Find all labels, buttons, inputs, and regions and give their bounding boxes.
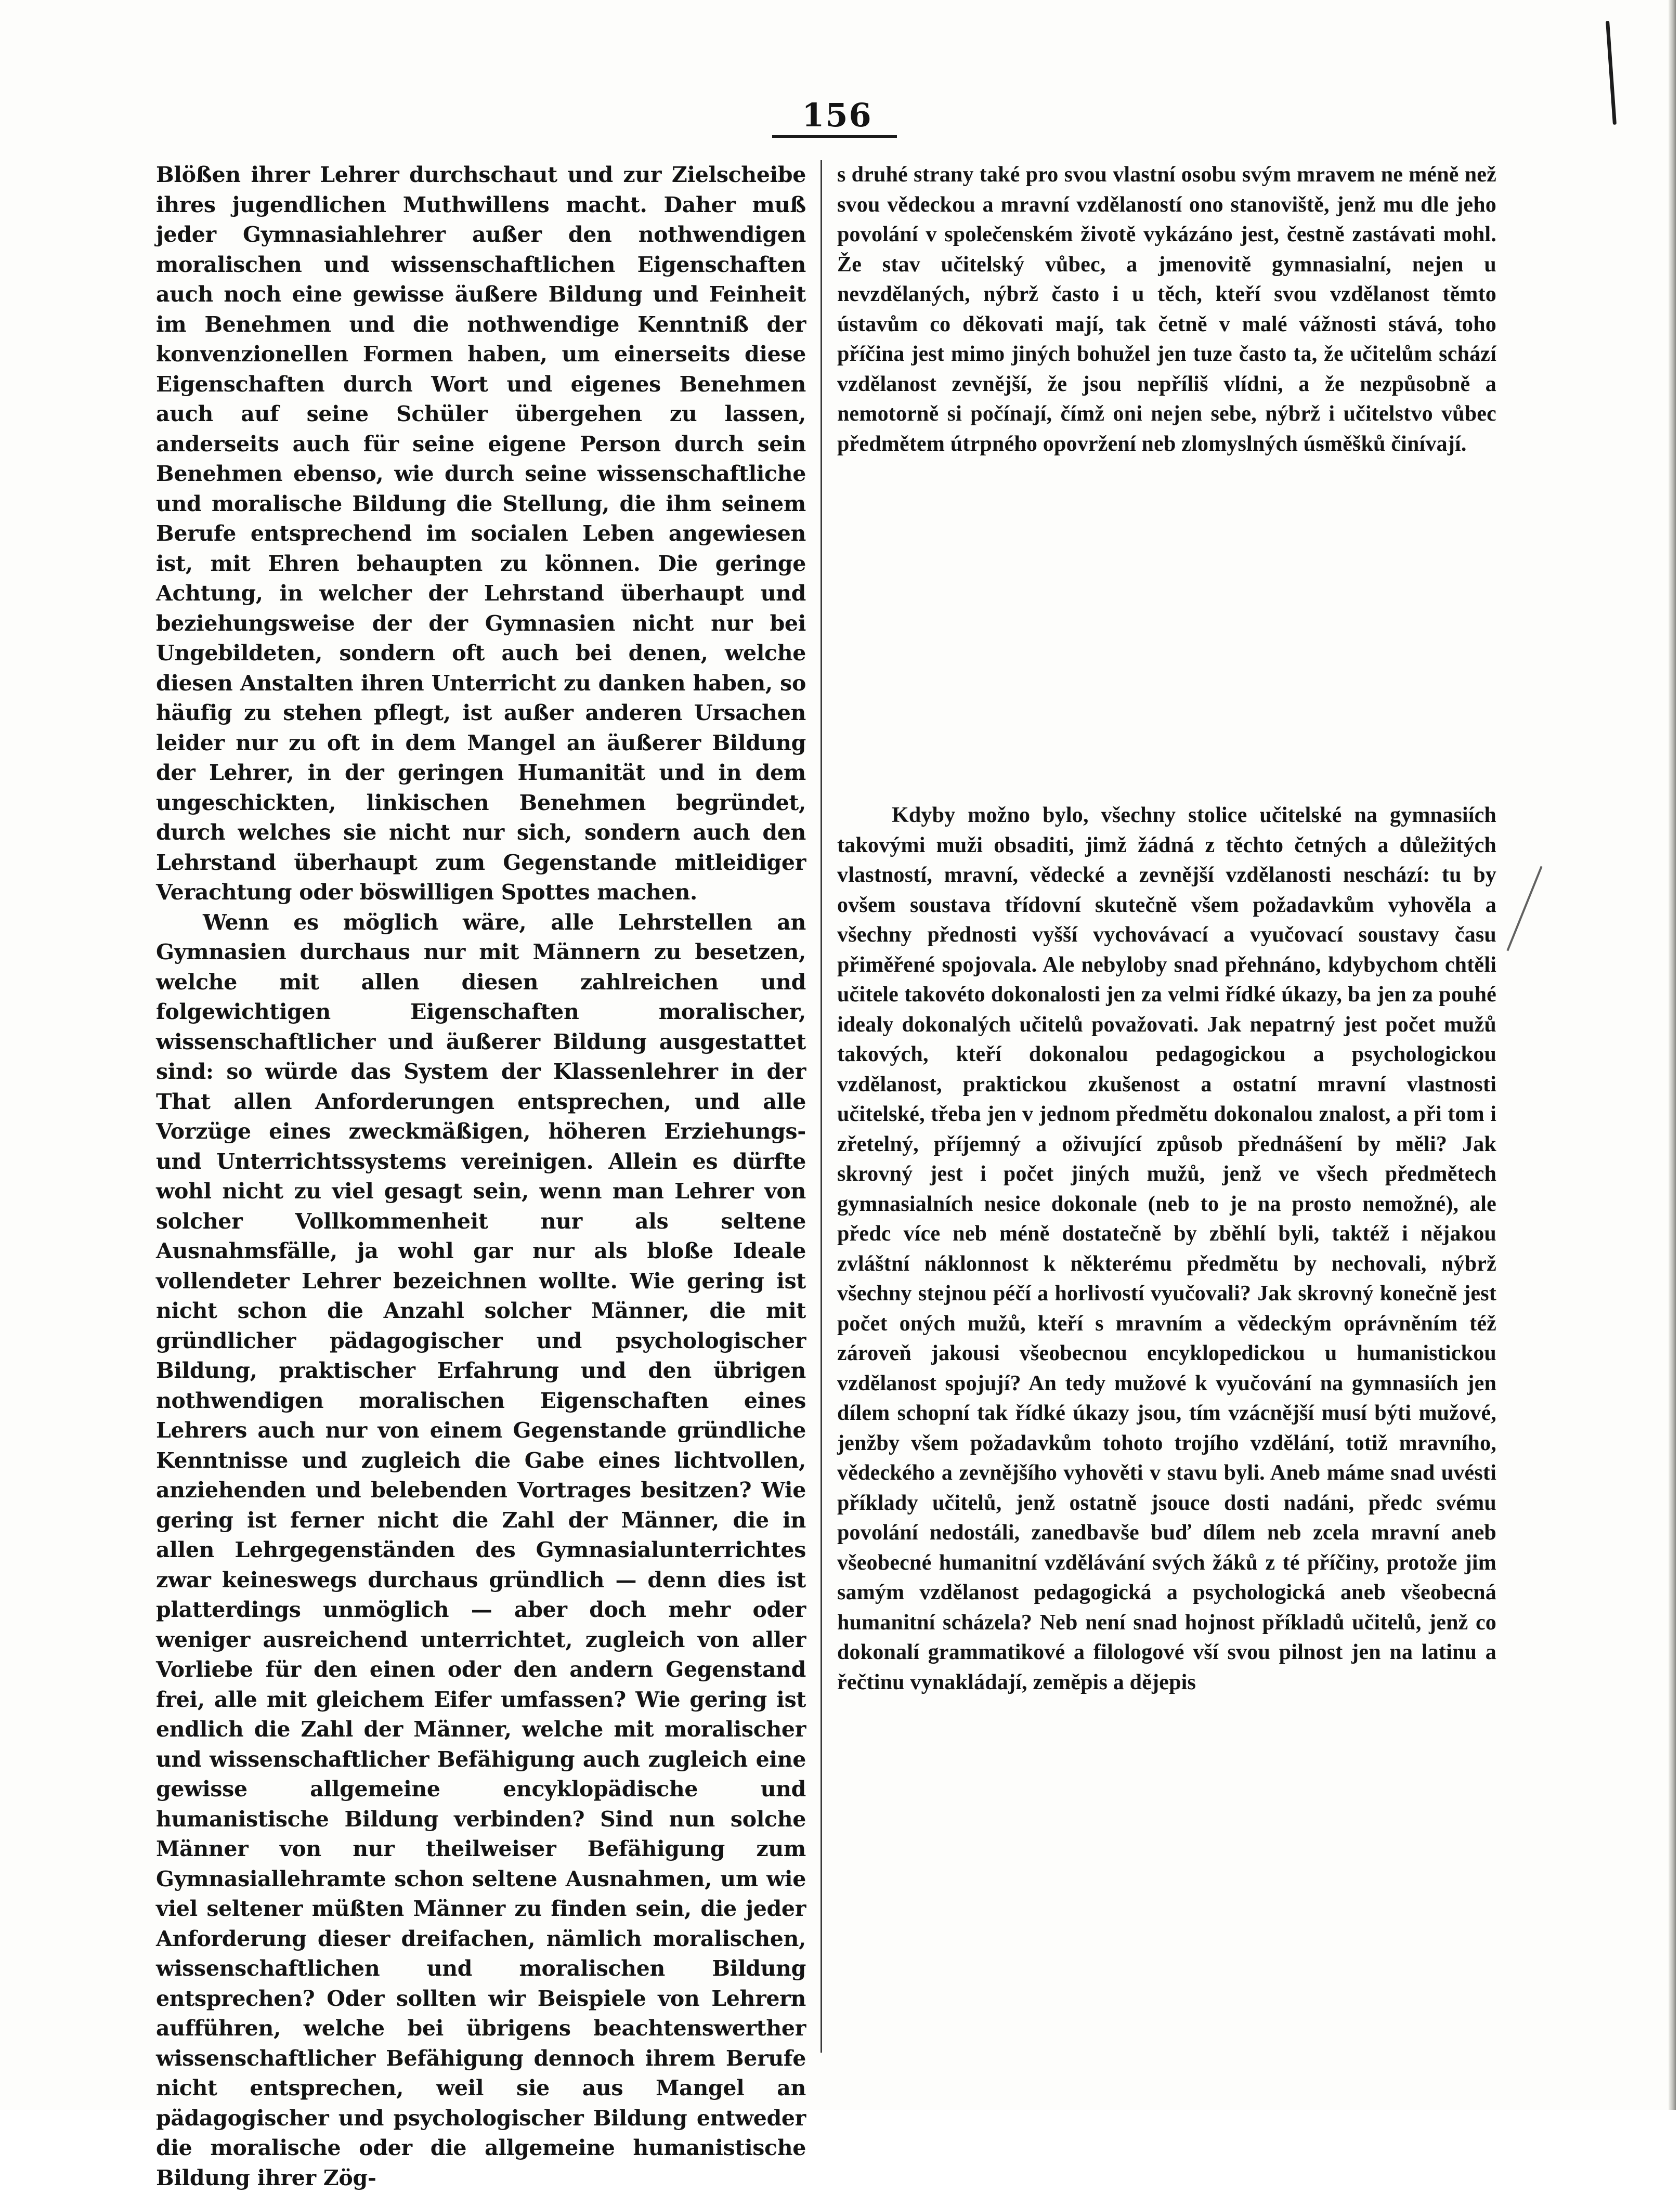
right-paragraph-1: s druhé strany také pro svou vlastní osobu svým mravem ne méně než svou vědeckou a mravní vzdělaností ono stanoviště, jenž mu dle jeho povolání v společenském životě vykázáno jest, čestně zastávati mohl. Že stav učitelský vůbec, a jmenovitě gymnasialní, nejen u nevzdělaných, nýbrž často i u těch, kteří svou vzdělanost těmto ústavům co děkovati mají, tak četně v malé vážnosti stává, toho příčina jest mimo jiných bohužel jen tuze často ta, že učitelům schází vzdělanost zevnější, že jsou nepříliš vlídni, a že nezpůsobně a nemotorně si počínají, čímž oni nejen sebe, nýbrž i učitelstvo vůbec předmětem útrpného opovržení neb zlomyslných úsměšků činívají. xyxy=(837,160,1496,459)
right-paragraph-2: Kdyby možno bylo, všechny stolice učitelské na gymnasiích takovými muži obsaditi, jimž žádná z těchto četných a důležitých vlastností, mravní, vědecké a zevnější vzdělanosti neschází: tu by ovšem soustava třídovní skutečně všem požadavkům vyhověla a všechny přednosti vyšší vychovávací a vyučovací soustavy času přiměřené spojovala. Ale nebyloby snad přehnáno, kdybychom chtěli učitele takovéto dokonalosti jen za velmi řídké úkazy, ba jen za pouhé idealy dokonalých učitelů považovati. Jak nepatrný jest počet mužů takových, kteří dokonalou pedagogickou a psychologickou vzdělanost, praktickou zkušenost a ostatní mravní vlastnosti učitelské, třeba jen v jednom předmětu dokonalou znalost, a při tom i zřetelný, příjemný a oživující způsob přednášení by měli? Jak skrovný jest i počet jiných mužů, jenž ve všech předmětech gymnasialních nesice dokonale (neb to je na prosto nemožné), ale předc více neb méně dostatečně by zběhlí byli, taktéž i nějakou zvláštní náklonnost k některému předmětu by nechovali, nýbrž všechny stejnou péčí a horlivostí vyučovali? Jak skrovný konečně jest počet oných mužů, kteří s mravním a vědeckým oprávněním též zároveň jakousi všeobecnou encyklopedickou u humanistickou vzdělanost spojují? An tedy mužové k vyučování na gymnasiích jen dílem schopní tak řídké úkazy jsou, tím vzácnější musí býti mužové, jenžby všem požadavkům tohoto trojího vzdělání, totiž mravního, vědeckého a zevnějšího vyhověti v stavu byli. Aneb máme snad uvésti příklady učitelů, jenž ostatně jsouce dosti nadáni, předc svému povolání nedostáli, zanedbavše buď dílem neb zcela mravní aneb všeobecné humanitní vzdělávání svých žáků z té příčiny, protože jim samým vzdělanost pedagogická a psychologická aneb všeobecná humanitní scházela? Neb není snad hojnost příkladů učitelů, jenž co dokonalí grammatikové a filologové vší svou pilnost jen na latinu a řečtinu vynakládají, zeměpis a dějepis xyxy=(837,801,1496,1698)
page-number-rule xyxy=(772,135,897,138)
column-divider xyxy=(821,160,822,2053)
page-number: 156 xyxy=(770,96,905,134)
left-paragraph-2: Wenn es möglich wäre, alle Lehrstellen an Gymnasien durchaus nur mit Männern zu besetzen, welche mit allen diesen zahlreichen und folgewichtigen Eigenschaften moralischer, wissenschaftlicher und äußerer Bildung ausgestattet sind: so würde das System der Klassenlehrer in der That allen Anforderungen entsprechen, und alle Vorzüge eines zweckmäßigen, höheren Erziehungs- und Unterrichtssystems vereinigen. Allein es dürfte wohl nicht zu viel gesagt sein, wenn man Lehrer von solcher Vollkommenheit nur als seltene Ausnahmsfälle, ja wohl gar nur als bloße Ideale vollendeter Lehrer bezeichnen wollte. Wie gering ist nicht schon die Anzahl solcher Männer, die mit gründlicher pädagogischer und psychologischer Bildung, praktischer Erfahrung und den übrigen nothwendigen moralischen Eigenschaften eines Lehrers auch nur von einem Gegenstande gründliche Kenntnisse und zugleich die Gabe eines lichtvollen, anziehenden und belebenden Vortrages besitzen? Wie gering ist ferner nicht die Zahl der Männer, die in allen Lehrgegenständen des Gymnasialunterrichtes zwar keineswegs durchaus gründlich — denn dies ist platterdings unmöglich — aber doch mehr oder weniger ausreichend unterrichtet, zugleich von aller Vorliebe für den einen oder den andern Gegenstand frei, alle mit gleichem Eifer umfassen? Wie gering ist endlich die Zahl der Männer, welche mit moralischer und wissenschaftlicher Befähigung auch zugleich eine gewisse allgemeine encyklopädische und humanistische Bildung verbinden? Sind nun solche Männer von nur theilweiser Befähigung zum Gymnasiallehramte schon seltene Ausnahmen, um wie viel seltener müßten Männer zu finden sein, die jeder Anforderung dieser dreifachen, nämlich moralischen, wissenschaftlichen und moralischen Bildung entsprechen? Oder sollten wir Beispiele von Lehrern aufführen, welche bei übrigens beachtenswerther wissenschaftlicher Befähigung dennoch ihrem Berufe nicht entsprechen, weil sie aus Mangel an pädagogischer und psychologischer Bildung entweder die moralische oder die allgemeine humanistische Bildung ihrer Zög- xyxy=(156,908,806,2193)
left-paragraph-1: Blößen ihrer Lehrer durchschaut und zur Zielscheibe ihres jugendlichen Muthwillens macht. Daher muß jeder Gymnasiahlehrer außer den nothwendigen moralischen und wissenschaftlichen Eigenschaften auch noch eine gewisse äußere Bildung und Feinheit im Benehmen und die nothwendige Kenntniß der konvenzionellen Formen haben, um einerseits diese Eigenschaften durch Wort und eigenes Benehmen auch auf seine Schüler übergehen zu lassen, anderseits auch für seine eigene Person durch sein Benehmen ebenso, wie durch seine wissenschaftliche und moralische Bildung die Stellung, die ihm seinem Berufe entsprechend im socialen Leben angewiesen ist, mit Ehren behaupten zu können. Die geringe Achtung, in welcher der Lehrstand überhaupt und beziehungsweise der der Gymnasien nicht nur bei Ungebildeten, sondern oft auch bei denen, welche diesen Anstalten ihren Unterricht zu danken haben, so häufig zu stehen pflegt, ist außer anderen Ursachen leider nur zu oft in dem Mangel an äußerer Bildung der Lehrer, in der geringen Humanität und in dem ungeschickten, linkischen Benehmen begründet, durch welches sie nicht nur sich, sondern auch den Lehrstand überhaupt zum Gegenstande mitleidiger Verachtung oder böswilligen Spottes machen. xyxy=(156,160,806,908)
edge-mark xyxy=(1606,21,1617,125)
right-column-czech-lower xyxy=(837,801,1496,1698)
page-edge-shadow xyxy=(1669,0,1676,2110)
right-column-czech-upper xyxy=(837,160,1496,459)
left-column-german xyxy=(156,160,806,2193)
margin-pencil-mark xyxy=(1506,866,1542,951)
